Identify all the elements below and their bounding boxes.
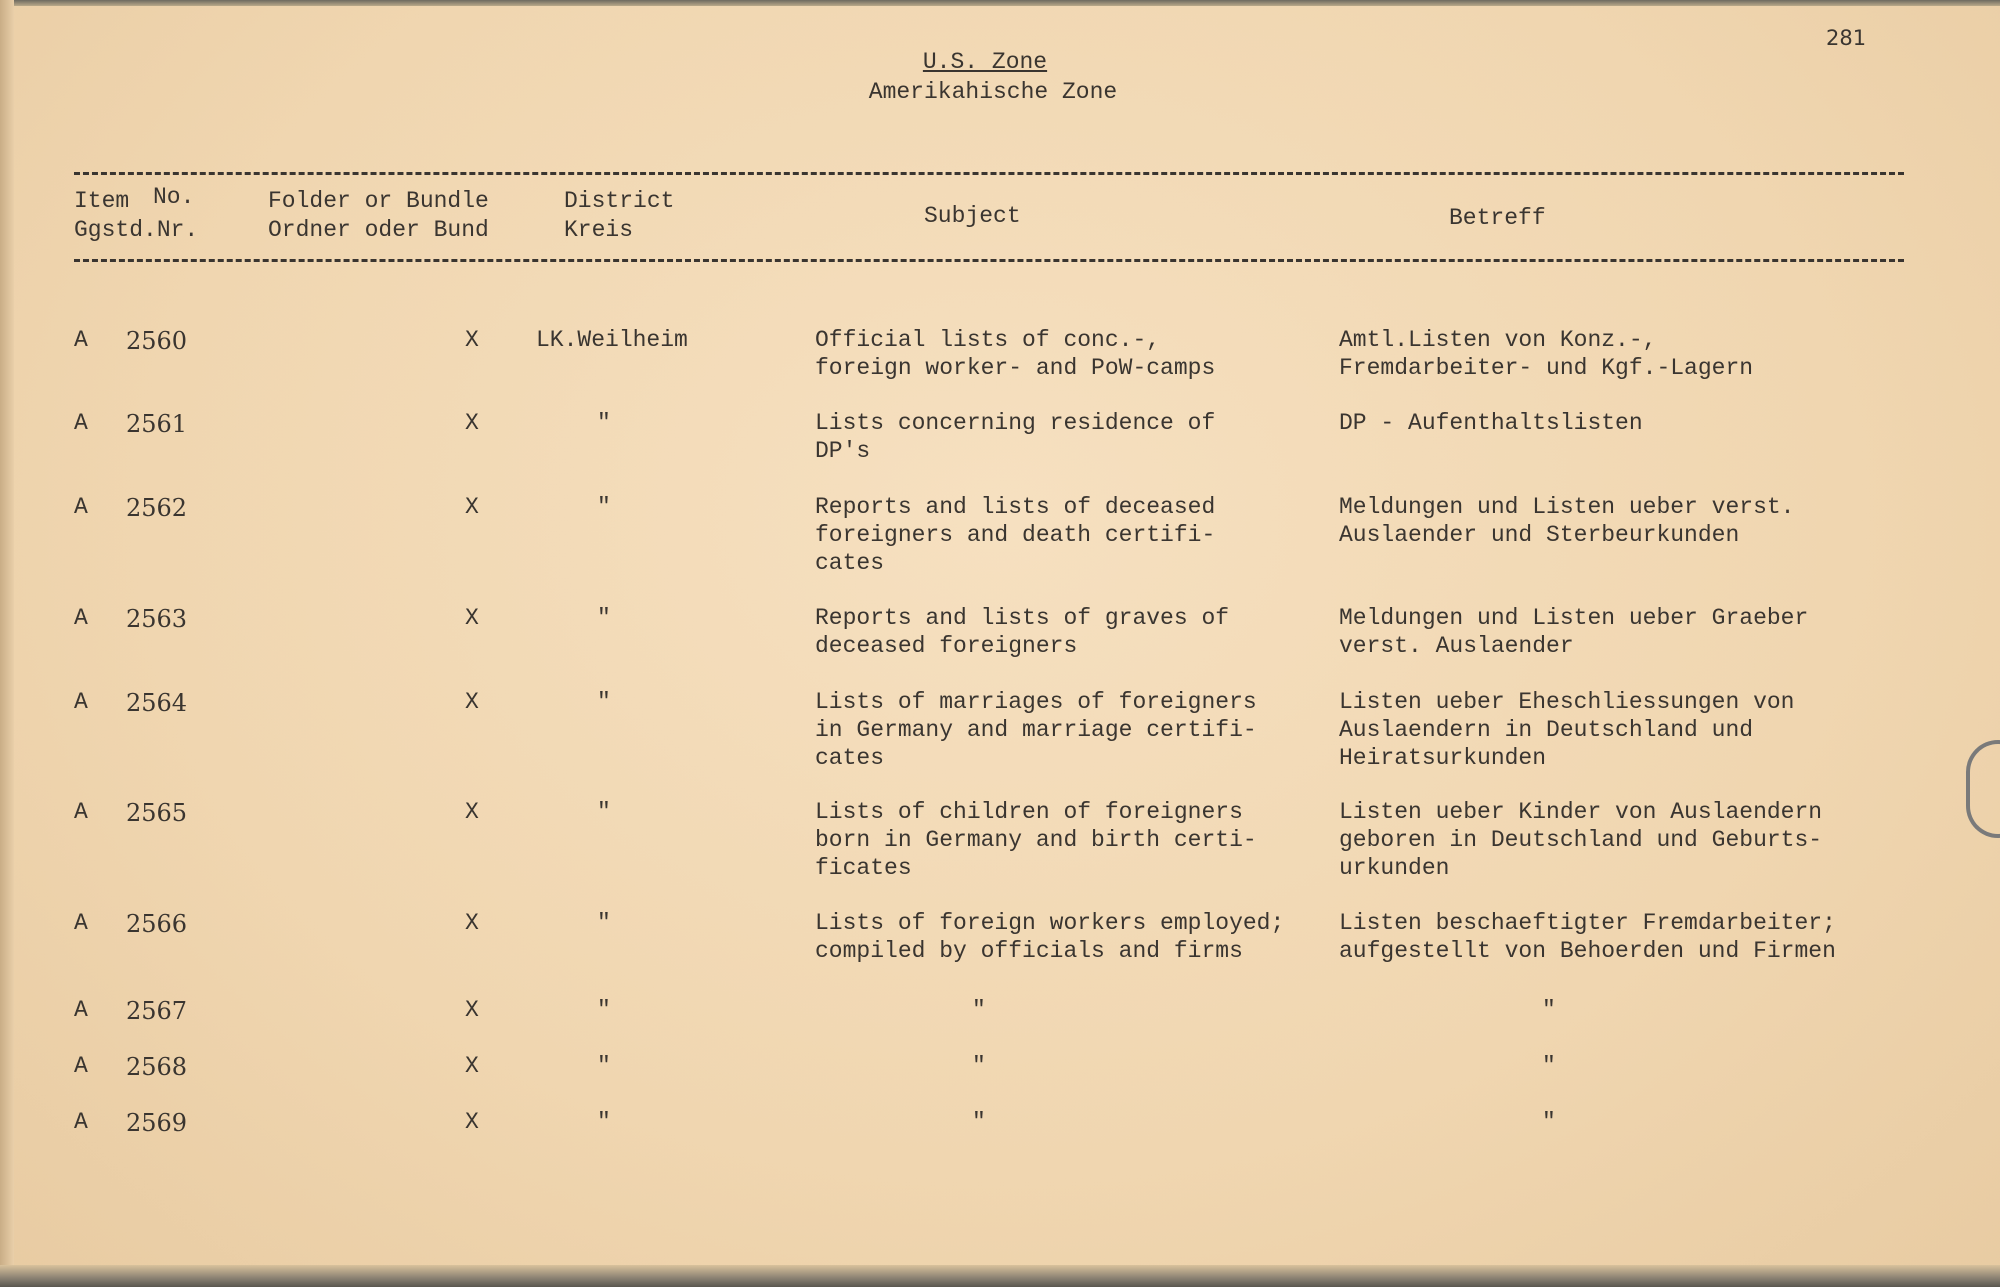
- header-betreff: Betreff: [1449, 205, 1546, 231]
- folder-mark: X: [465, 997, 479, 1023]
- item-prefix: A: [74, 799, 88, 825]
- betreff: ": [1542, 1053, 1556, 1079]
- betreff: ": [1542, 1109, 1556, 1135]
- table-row: [0, 688, 2000, 798]
- item-prefix: A: [74, 997, 88, 1023]
- district: ": [597, 799, 611, 825]
- district: ": [597, 1053, 611, 1079]
- subject: Official lists of conc.-, foreign worker- and PoW-camps: [815, 327, 1216, 381]
- item-number: 2567: [126, 997, 188, 1025]
- header-district: District: [564, 188, 675, 214]
- item-number: 2560: [126, 327, 188, 355]
- header-bottom-rule: [74, 259, 1904, 262]
- table-row: [0, 1108, 2000, 1218]
- item-prefix: A: [74, 1109, 88, 1135]
- district: ": [597, 910, 611, 936]
- subject: Lists of marriages of foreigners in Germany and marriage certifi- cates: [815, 689, 1257, 771]
- betreff: Listen ueber Eheschliessungen von Auslaendern in Deutschland und Heiratsurkunden: [1339, 689, 1795, 771]
- header-subject: Subject: [924, 203, 1021, 229]
- district: ": [597, 1109, 611, 1135]
- district: ": [597, 410, 611, 436]
- item-prefix: A: [74, 605, 88, 631]
- betreff: DP - Aufenthaltslisten: [1339, 410, 1643, 436]
- district: ": [597, 997, 611, 1023]
- district: LK.Weilheim: [536, 327, 688, 353]
- subject: ": [972, 1109, 986, 1135]
- folder-mark: X: [465, 494, 479, 520]
- district: ": [597, 494, 611, 520]
- item-prefix: A: [74, 910, 88, 936]
- betreff: Meldungen und Listen ueber verst. Auslaender und Sterbeurkunden: [1339, 494, 1795, 548]
- item-prefix: A: [74, 410, 88, 436]
- betreff: Listen beschaeftigter Fremdarbeiter; aufgestellt von Behoerden und Firmen: [1339, 910, 1836, 964]
- item-number: 2563: [126, 605, 188, 633]
- item-number: 2562: [126, 494, 188, 522]
- item-prefix: A: [74, 327, 88, 353]
- header-folder: Folder or Bundle: [268, 188, 489, 214]
- subject: Lists of foreign workers employed; compiled by officials and firms: [815, 910, 1285, 964]
- header-item: Item: [74, 188, 130, 214]
- page-number: 281: [1826, 26, 1867, 50]
- item-prefix: A: [74, 1053, 88, 1079]
- header-kreis: Kreis: [564, 217, 634, 243]
- item-number: 2564: [126, 689, 188, 717]
- folder-mark: X: [465, 689, 479, 715]
- item-prefix: A: [74, 689, 88, 715]
- header-no: No.: [153, 184, 195, 210]
- betreff: Listen ueber Kinder von Auslaendern geboren in Deutschland und Geburts- urkunden: [1339, 799, 1823, 881]
- table-row: [0, 493, 2000, 603]
- subject: ": [972, 997, 986, 1023]
- subject: Lists of children of foreigners born in Germany and birth certi- ficates: [815, 799, 1257, 881]
- item-number: 2568: [126, 1053, 188, 1081]
- betreff: Meldungen und Listen ueber Graeber verst. Auslaender: [1339, 605, 1809, 659]
- header-top-rule: [74, 172, 1904, 175]
- page-bottom-edge: [0, 1265, 2000, 1287]
- header-ggstd-nr: Ggstd.Nr.: [74, 217, 199, 243]
- district: ": [597, 689, 611, 715]
- folder-mark: X: [465, 327, 479, 353]
- item-number: 2569: [126, 1109, 188, 1137]
- header-ordner: Ordner oder Bund: [268, 217, 489, 243]
- item-prefix: A: [74, 494, 88, 520]
- item-number: 2561: [126, 410, 188, 438]
- item-number: 2565: [126, 799, 188, 827]
- page-top-edge: [0, 0, 2000, 6]
- table-row: [0, 798, 2000, 908]
- betreff: Amtl.Listen von Konz.-, Fremdarbeiter- und Kgf.-Lagern: [1339, 327, 1754, 381]
- folder-mark: X: [465, 1109, 479, 1135]
- folder-mark: X: [465, 910, 479, 936]
- item-number: 2566: [126, 910, 188, 938]
- page-subtitle: Amerikahische Zone: [868, 79, 1118, 105]
- betreff: ": [1542, 997, 1556, 1023]
- folder-mark: X: [465, 605, 479, 631]
- folder-mark: X: [465, 799, 479, 825]
- district: ": [597, 605, 611, 631]
- folder-mark: X: [465, 1053, 479, 1079]
- subject: Reports and lists of graves of deceased foreigners: [815, 605, 1230, 659]
- subject: ": [972, 1053, 986, 1079]
- folder-mark: X: [465, 410, 479, 436]
- page-title: U.S. Zone: [922, 49, 1048, 75]
- subject: Reports and lists of deceased foreigners and death certifi- cates: [815, 494, 1216, 576]
- subject: Lists concerning residence of DP's: [815, 410, 1216, 464]
